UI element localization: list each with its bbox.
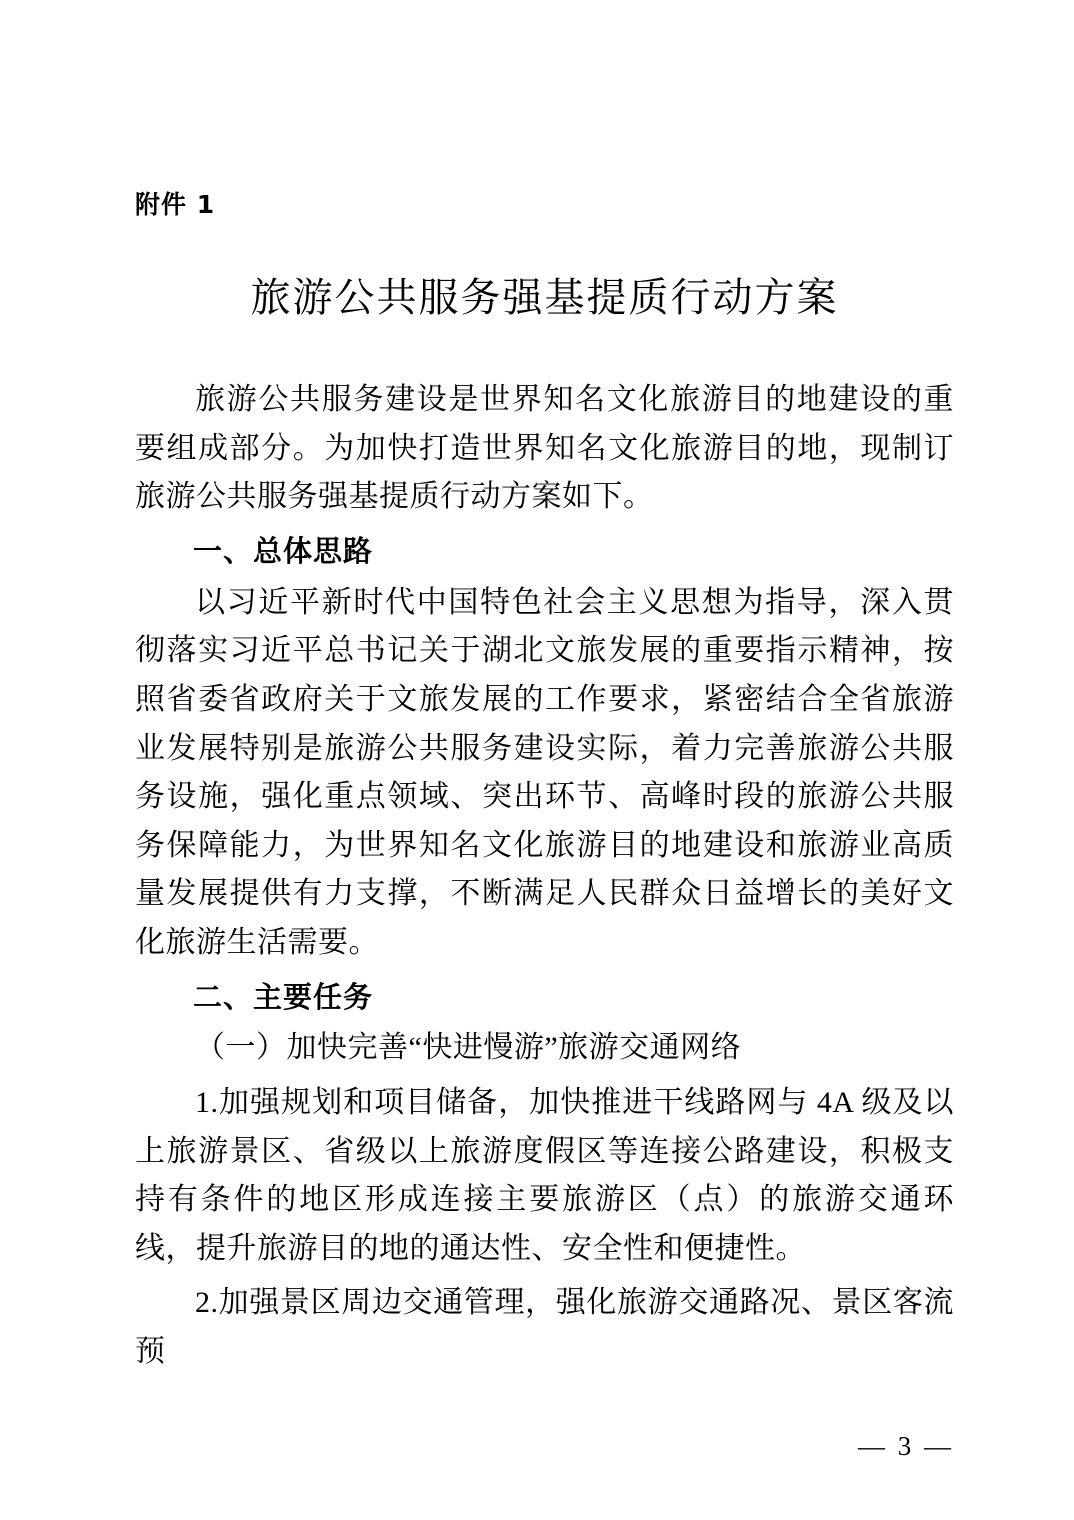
section-heading-main-tasks: 二、主要任务 <box>193 979 374 1014</box>
subsection-heading-transport-network: （一）加快完善“快进慢游”旅游交通网络 <box>195 1031 742 1065</box>
section-one-paragraph: 以习近平新时代中国特色社会主义思想为指导，深入贯彻落实习近平总书记关于湖北文旅发展的重要指示精神，按照省委省政府关于文旅发展的工作要求，紧密结合全省旅游业发展特别是旅游公共服务建设实际，着力完善旅游公共服务设施，强化重点领域、突出环节、高峰时段的旅游公共服务保障能力，为世界知名文化旅游目的地建设和旅游业高质量发展提供有力支撑，不断满足人民群众日益增长的美好文化旅游生活需要。 <box>135 585 954 959</box>
list-item-1: 1.加强规划和项目储备，加快推进干线路网与 4A 级及以上旅游景区、省级以上旅游度假区等连接公路建设，积极支持有条件的地区形成连接主要旅游区（点）的旅游交通环线，提升旅游目的地的通达性、安全性和便捷性。 <box>135 1086 954 1265</box>
list-item-2: 2.加强景区周边交通管理，强化旅游交通路况、景区客流预 <box>135 1286 954 1369</box>
intro-paragraph: 旅游公共服务建设是世界知名文化旅游目的地建设的重要组成部分。为加快打造世界知名文化旅游目的地，现制订旅游公共服务强基提质行动方案如下。 <box>135 383 954 514</box>
page-number: — 3 — <box>858 1431 954 1461</box>
page-title: 旅游公共服务强基提质行动方案 <box>250 275 839 320</box>
attachment-label: 附件 1 <box>135 190 216 219</box>
section-heading-overall-approach: 一、总体思路 <box>193 533 374 568</box>
